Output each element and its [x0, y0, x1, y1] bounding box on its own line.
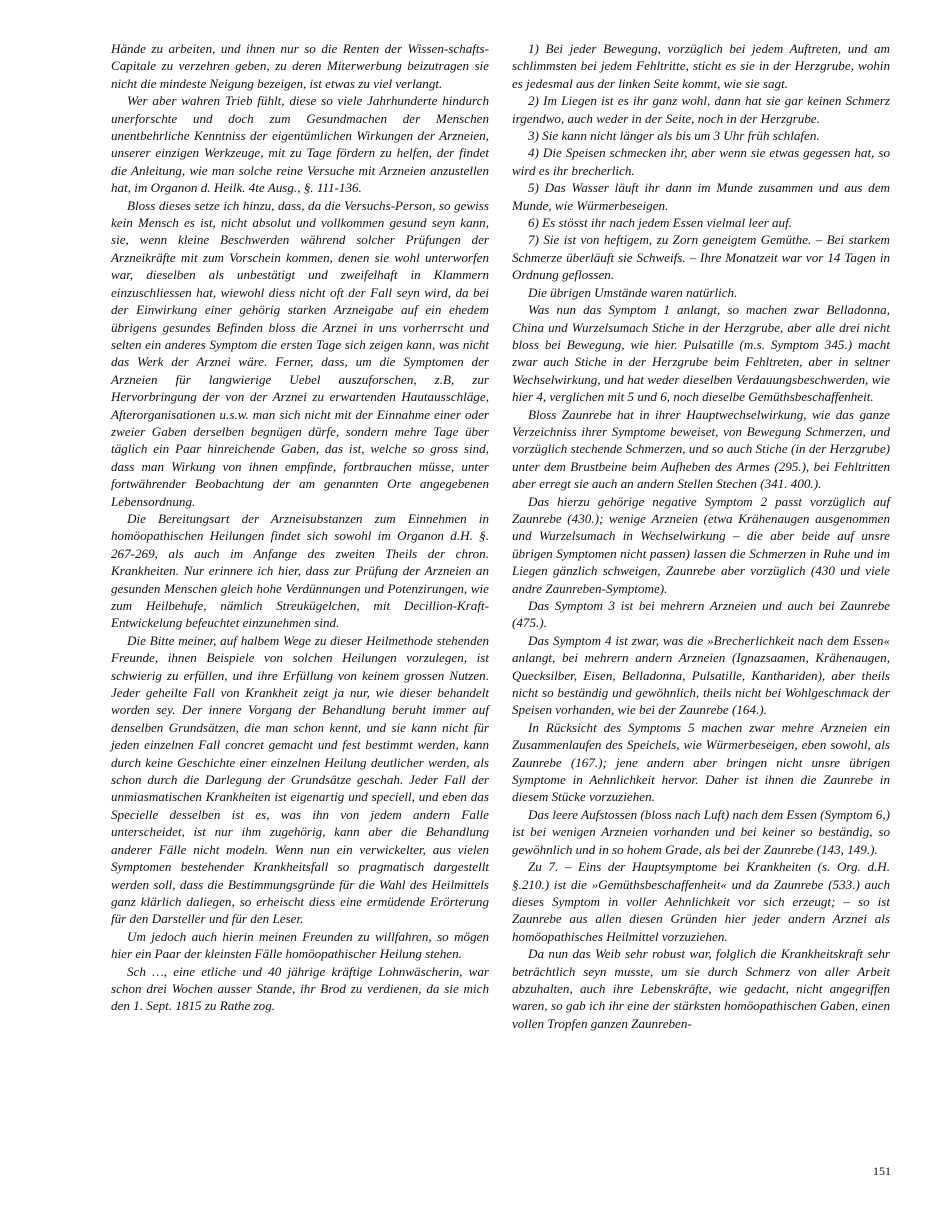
- paragraph: Die übrigen Umstände waren natürlich.: [528, 284, 738, 300]
- right-text-column: [512, 40, 890, 1032]
- paragraph: Da nun das Weib sehr robust war, folglich die Krankheitskraft sehr beträchtlich seyn musste, um sie durch Schmerz von aller Arbeit abzuhalten, auch ihre Lebenskräfte, wie gedacht, nicht angegriffen waren, so gab ich ihr eine der stärksten homöopathischen Gaben, einen vollen Tropfen ganzen Zaunreben-: [512, 946, 890, 1031]
- paragraph: Um jedoch auch hierin meinen Freunden zu willfahren, so mögen hier ein Paar der kleinsten Fälle homöopathischer Heilung stehen.: [111, 928, 489, 962]
- paragraph: Die Bereitungsart der Arzneisubstanzen zum Einnehmen in homöopathischen Heilungen findet sich sowohl im Organon d.H. §. 267-269, als auch im Anfange des zweiten Theils der chron. Krankheiten. Nur erinnere ich hier, dass zur Prüfung der Arzneien an gesunden Menschen gleich hohe Verdünnungen und Potenzirungen, wie zum Heilbehufe, nämlich Streukügelchen, mit Decillion-Kraft-Entwickelung befeuchtet einzunehmen sind.: [111, 510, 489, 631]
- paragraph: Bloss Zaunrebe hat in ihrer Hauptwechselwirkung, wie das ganze Verzeichniss ihrer Symptome beweiset, von Bewegung Schmerzen, und vorzüglich stechende Schmerzen, und so auch Stiche (in der Herzgrube) unter dem Brustbeine beim Aufheben des Armes (295.), bei Fehltritten aber erregt sie auch an andern Stellen Stechen (341. 400.).: [512, 406, 890, 492]
- symptom-item: 1) Bei jeder Bewegung, vorzüglich bei jedem Auftreten, und am schlimmsten bei jedem Fehltritte, sticht es sie in der Herzgrube, wohin es jedesmal aus der linken Seite kommt, wie sie sagt.: [512, 41, 890, 91]
- paragraph: Hände zu arbeiten, und ihnen nur so die Renten der Wissen-schafts-Capitale zu verzehren geben, zu deren Miterwerbung beizutragen sie nicht die mindeste Neigung bezeigen, ist etwas zu viel verlangt.: [111, 41, 489, 91]
- symptom-item: 2) Im Liegen ist es ihr ganz wohl, dann hat sie gar keinen Schmerz irgendwo, auch weder in der Seite, noch in der Herzgrube.: [512, 93, 890, 126]
- paragraph: Das Symptom 3 ist bei mehrern Arzneien und auch bei Zaunrebe (475.).: [512, 598, 890, 631]
- paragraph: Die Bitte meiner, auf halbem Wege zu dieser Heilmethode stehenden Freunde, ihnen Beispiele von solchen Heilungen vorzulegen, ist schwierig zu erfüllen, und ihre Erfüllung von keinem grossen Nutzen. Jeder geheilte Fall von Krankheit zeigt ja nur, wie dieser behandelt worden sey. Der innere Vorgang der Behandlung beruht immer auf denselben Grundsätzen, die man schon kennt, und sie kann nicht für jeden einzelnen Fall concret gemacht und fest bestimmt werden, kann durch keine Geschichte einer einzelnen Heilung deutlicher werden, als schon durch die Darlegung der Grundsätze geschah. Jeder Fall der unmiasmatischen Krankheiten ist eigenartig und speciell, und eben das Specielle desselben ist es, was ihn von jedem andern Falle unterscheidet, ist nur ihm zugehörig, kann aber die Behandlung anderer Fälle nicht modeln. Wenn nun ein verwickelter, aus vielen Symptomen bestehender Krankheitsfall so pragmatisch dargestellt werden soll, dass die Bestimmungsgründe für die Wahl des Heilmittels ganz klärlich daliegen, so erheischt diess eine ermüdende Erörterung für den Darsteller und für den Leser.: [111, 632, 489, 927]
- paragraph: Zu 7. – Eins der Hauptsymptome bei Krankheiten (s. Org. d.H. §.210.) ist die »Gemüthsbeschaffenheit« und da Zaunrebe (533.) auch dieses Symptom in voller Aehnlichkeit vor sich erzeugt; – so ist Zaunrebe aus allen diesen Gründen hier jeder andern Arznei als homöopathisches Heilmittel vorzuziehen.: [512, 859, 890, 944]
- page-number: 151: [873, 1164, 891, 1178]
- paragraph: Das leere Aufstossen (bloss nach Luft) nach dem Essen (Symptom 6,) ist bei wenigen Arzneien vorhanden und bei keiner so beständig, so gewöhnlich und in so hohem Grade, als bei der Zaunrebe (143, 149.).: [512, 806, 890, 857]
- symptom-item: 4) Die Speisen schmecken ihr, aber wenn sie etwas gegessen hat, so wird es ihr brecherlich.: [512, 145, 890, 178]
- left-text-column: [111, 40, 489, 1015]
- symptom-item: 3) Sie kann nicht länger als bis um 3 Uhr früh schlafen.: [528, 128, 820, 144]
- paragraph: Das hierzu gehörige negative Symptom 2 passt vorzüglich auf Zaunrebe (430.); wenige Arzneien (etwa Krähenaugen ausgenommen und Wurzelsumach in Wechselwirkung – die aber beide auf unsre übrigen Symptomen nicht passen) lassen die Schmerzen in Ruhe und im Liegen gänzlich schweigen, Zaunrebe aber vorzüglich (430 und viele andre Zaunreben-Symptome).: [512, 493, 890, 596]
- symptom-item: 6) Es stösst ihr nach jedem Essen vielmal leer auf.: [528, 215, 793, 231]
- paragraph: Sch …, eine etliche und 40 jährige kräftige Lohnwäscherin, war schon drei Wochen ausser Stande, ihr Brod zu verdienen, da sie mich den 1. Sept. 1815 zu Rathe zog.: [111, 963, 489, 1014]
- paragraph: Bloss dieses setze ich hinzu, dass, da die Versuchs-Person, so gewiss kein Mensch es ist, nicht absolut und vollkommen gesund seyn kann, sie, wenn kleine Beschwerden während solcher Prüfungen der Arzneikräfte mit zum Vorschein kommen, denen sie wohl unterworfen war, dieselben als unbestätigt und zweifelhaft in Klammern einzuschliessen hat, wiewohl diess nicht oft der Fall seyn wird, da bei der Einwirkung einer gehörig starken Arzneigabe auf ein ehedem übrigens gesundes Befinden bloss die Arznei in uns vorherrscht und selten ein anderes Symptom die ersten Tage sich zeigen kann, was nicht das Werk der Arznei wäre. Ferner, dass, um die Symptomen der Arzneien für langwierige Uebel auszuforschen, z.B, zur Hervorbringung der von der Arznei zu erwartenden Hautausschläge, Afterorganisationen u.s.w. man sich nicht mit der Einnahme einer oder zweier Gaben derselben begnügen dürfe, sondern mehre Tage über täglich ein Paar hinreichende Gaben, das ist, welche so gross sind, dass man Wirkung von ihnen empfinde, fortbrauchen müsse, unter fortwährender Beobachtung der am genannten Orte angegebenen Lebensordnung.: [111, 197, 489, 509]
- symptom-item: 7) Sie ist von heftigem, zu Zorn geneigtem Gemüthe. – Bei starkem Schmerze überläuft sie Schweifs. – Ihre Monatzeit war vor 14 Tagen in Ordnung geflossen.: [512, 232, 890, 283]
- paragraph: Wer aber wahren Trieb fühlt, diese so viele Jahrhunderte hindurch unerforschte und doch zum Gesundmachen der Menschen unentbehrliche Kenntniss der eigentümlichen Wirkungen der Arzneien, unserer einzigen Werkzeuge, mit zu Tage fördern zu helfen, der findet die Anleitung, wie man solche reine Versuche mit Arzneien anzustellen hat, im Organon d. Heilk. 4te Ausg., §. 111-136.: [111, 93, 489, 196]
- paragraph: In Rücksicht des Symptoms 5 machen zwar mehre Arzneien ein Zusammenlaufen des Speichels, wie Würmerbeseigen, eben sowohl, als Zaunrebe (167.); jene andern aber bringen nicht unsre übrigen Symptome in Aehnlichkeit hervor. Daher ist ihnen die Zaunrebe in diesem Stücke vorzuziehen.: [512, 719, 890, 805]
- paragraph: Was nun das Symptom 1 anlangt, so machen zwar Belladonna, China und Wurzelsumach Stiche in der Herzgrube, aber alle drei nicht bloss bei Bewegung, wie hier. Pulsatille (m.s. Symptom 345.) macht zwar auch Stiche in der Herzgrube beim Fehltreten, aber in seltner Wechselwirkung, und hat weder dieselben Verdauungsbeschwerden, wie hier 4, verglichen mit 5 und 6, noch dieselbe Gemüthsbeschaffenheit.: [512, 302, 890, 405]
- paragraph: Das Symptom 4 ist zwar, was die »Brecherlichkeit nach dem Essen« anlangt, bei mehrern andern Arzneien (Ignazsaamen, Krähenaugen, Quecksilber, Eisen, Belladonna, Pulsatille, Kanthariden), aber theils nicht so beständig und gewöhnlich, theils nicht bei Wohlgeschmack der Speisen vorhanden, wie bei der Zaunrebe (164.).: [512, 632, 890, 718]
- symptom-item: 5) Das Wasser läuft ihr dann im Munde zusammen und aus dem Munde, wie Würmerbeseigen.: [512, 180, 890, 213]
